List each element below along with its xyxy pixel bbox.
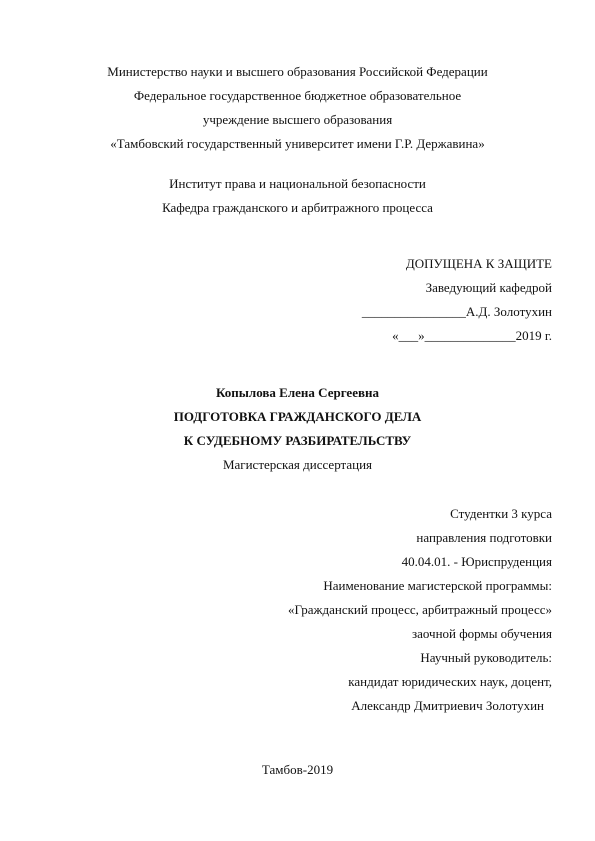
approval-date-line: «___»______________2019 г. [392, 328, 552, 343]
study-form: заочной формы обучения [411, 626, 552, 641]
thesis-title-line-1: ПОДГОТОВКА ГРАЖДАНСКОГО ДЕЛА [173, 409, 422, 424]
approval-title: ДОПУЩЕНА К ЗАЩИТЕ [405, 256, 552, 271]
ministry-line: Министерство науки и высшего образования Российской Федерации [107, 64, 488, 79]
department-name: Кафедра гражданского и арбитражного процесса [162, 200, 433, 215]
institute-name: Институт права и национальной безопасности [169, 176, 426, 191]
university-name: «Тамбовский государственный университет имени Г.Р. Державина» [110, 136, 485, 151]
supervisor-label: Научный руководитель: [420, 650, 552, 665]
author-name: Копылова Елена Сергеевна [216, 385, 379, 400]
thesis-type: Магистерская диссертация [222, 457, 373, 472]
direction-label: направления подготовки [416, 530, 552, 545]
institution-line-2: учреждение высшего образования [202, 112, 393, 127]
approval-signature-line: ________________А.Д. Золотухин [361, 304, 552, 319]
direction-code: 40.04.01. - Юриспруденция [401, 554, 552, 569]
student-course: Студентки 3 курса [450, 506, 552, 521]
approval-position: Заведующий кафедрой [425, 280, 552, 295]
program-name: «Гражданский процесс, арбитражный процесс» [288, 602, 552, 617]
city-year: Тамбов-2019 [261, 762, 334, 777]
institution-line-1: Федеральное государственное бюджетное образовательное [133, 88, 462, 103]
program-label: Наименование магистерской программы: [323, 578, 552, 593]
supervisor-degree: кандидат юридических наук, доцент, [348, 674, 552, 689]
thesis-title-line-2: К СУДЕБНОМУ РАЗБИРАТЕЛЬСТВУ [183, 433, 412, 448]
supervisor-name: Александр Дмитриевич Золотухин [351, 698, 544, 713]
